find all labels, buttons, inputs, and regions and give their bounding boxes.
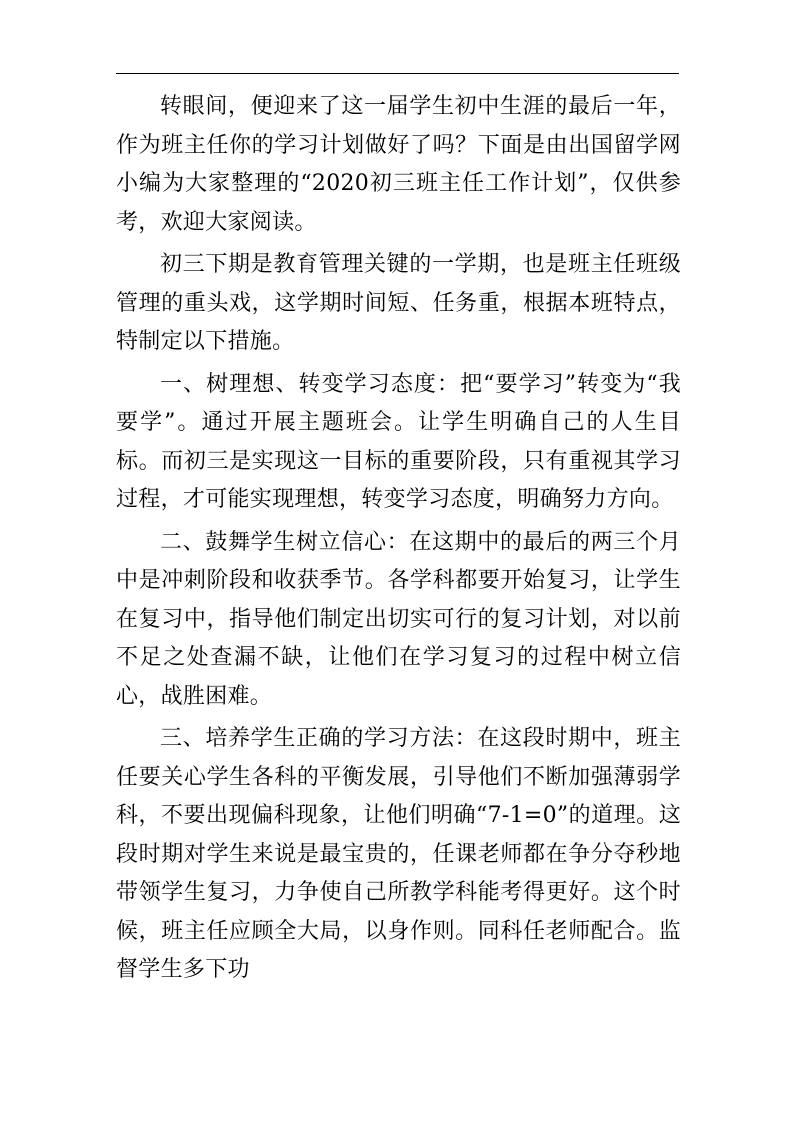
paragraph-point-3: 三、培养学生正确的学习方法：在这段时期中，班主任要关心学生各科的平衡发展，引导他们不断加强薄弱学科，不要出现偏科现象，让他们明确“7-1=0”的道理。这段时期对学生来说是最宝贵的，任课老师都在争分夺秒地带领学生复习，力争使自己所教学科能考得更好。这个时候，班主任应顾全大局，以身作则。同科任老师配合。监督学生多下功 bbox=[116, 726, 681, 982]
paragraph-point-1: 一、树理想、转变学习态度：把“要学习”转变为“我要学”。通过开展主题班会。让学生明确自己的人生目标。而初三是实现这一目标的重要阶段，只有重视其学习过程，才可能实现理想，转变学习态度，明确努力方向。 bbox=[116, 371, 681, 512]
paragraph-point-2: 二、鼓舞学生树立信心：在这期中的最后的两三个月中是冲刺阶段和收获季节。各学科都要开始复习，让学生在复习中，指导他们制定出切实可行的复习计划，对以前不足之处查漏不缺，让他们在学习复习的过程中树立信心，战胜困难。 bbox=[116, 529, 681, 709]
document-body bbox=[116, 88, 681, 994]
paragraph-overview: 初三下期是教育管理关键的一学期，也是班主任班级管理的重头戏，这学期时间短、任务重，根据本班特点，特制定以下措施。 bbox=[116, 252, 681, 354]
paragraph-intro: 转眼间，便迎来了这一届学生初中生涯的最后一年，作为班主任你的学习计划做好了吗？下面是由出国留学网小编为大家整理的“2020初三班主任工作计划”，仅供参考，欢迎大家阅读。 bbox=[116, 94, 681, 235]
header-rule bbox=[116, 73, 679, 74]
